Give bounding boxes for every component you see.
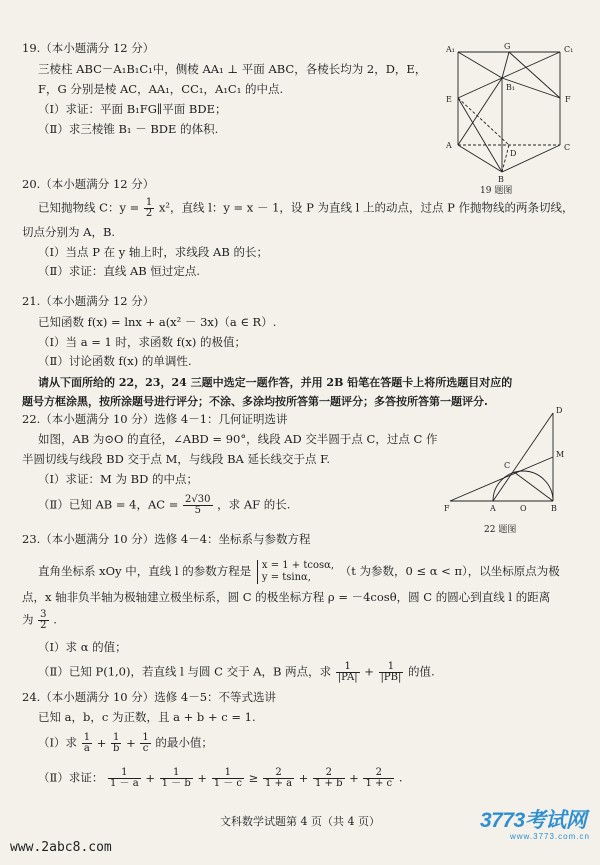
q24-part1-fraction-2 [111, 733, 121, 754]
q23-line-4: （Ⅰ）求 α 的值； [38, 640, 127, 654]
q19-figure-caption: 19 题图 [480, 186, 513, 196]
q22-line-1: 如图，AB 为⊙O 的直径，∠ABD = 90°，线段 AD 交半圆于点 C，过点 C 作 [38, 432, 438, 446]
q24-part2-denominator: 1 － c [213, 778, 243, 789]
q24-part2-fraction-4 [263, 768, 294, 789]
q23-parametric-system [257, 560, 334, 584]
q24-inequality [107, 767, 395, 789]
q22-figure-caption: 22 题图 [484, 525, 517, 535]
label-M: M [556, 450, 565, 459]
watermark-left: www.2abc8.com [10, 840, 112, 855]
q24-part2-numerator: 2 [263, 768, 294, 779]
q22-text-b: ，求 AF 的长. [217, 497, 291, 512]
q23-heading: 23.（本小题满分 10 分）选修 4－4：坐标系与参数方程 [22, 532, 311, 546]
q22-heading: 22.（本小题满分 10 分）选修 4－1：几何证明选讲 [22, 412, 288, 426]
q24-part2-operator: + [193, 770, 211, 785]
q22-semicircle-figure [440, 405, 580, 513]
q24-part1-fraction-3 [140, 733, 150, 754]
q23-plus: + [364, 664, 374, 679]
page-footer: 文科数学试题第 4 页（共 4 页） [220, 815, 380, 828]
q24-text-a: （Ⅰ）求 [38, 735, 78, 750]
q23-pb-den: |PB| [380, 672, 402, 683]
q20-line-1 [38, 198, 574, 219]
q20-frac-num: 1 [145, 197, 153, 208]
label-B1: B₁ [506, 83, 516, 92]
q20-frac-den: 2 [145, 208, 153, 219]
q24-line-2 [38, 733, 213, 754]
q24-line-1: 已知 a，b，c 为正数，且 a + b + c = 1. [38, 710, 256, 724]
q24-part1-denominator: b [113, 743, 120, 754]
watermark-url: www.3773.com.cn [510, 832, 590, 841]
label-E: E [446, 95, 452, 104]
q24-part2-denominator: 1 + a [264, 778, 293, 789]
q23-sys-1: x = 1 + tcosα, [261, 560, 335, 571]
q24-text-d: . [398, 770, 403, 785]
q21-line-2: （Ⅰ）当 a = 1 时，求函数 f(x) 的极值； [38, 335, 246, 349]
q23-line-2: 点，x 轴非负半轴为极轴建立极坐标系，圆 C 的极坐标方程 ρ = －4cosθ，圆 C 的圆心到直线 l 的距离 [22, 590, 551, 604]
q21-line-1: 已知函数 f(x) = lnx + a(x² － 3x)（a ∈ R）. [38, 315, 277, 329]
q24-part1-operator: + [93, 735, 111, 750]
q23-frac-den: 2 [40, 620, 47, 631]
q24-text-b: 的最小值； [155, 735, 213, 750]
q24-heading: 24.（本小题满分 10 分）选修 4－5：不等式选讲 [22, 690, 277, 704]
q19-line-3: （Ⅰ）求证：平面 B₁FG∥平面 BDE； [38, 102, 227, 116]
q24-part2-operator: + [295, 770, 312, 785]
q23-fraction-pb [379, 662, 404, 683]
q24-part2-fraction-3 [212, 768, 244, 789]
q24-part1-numerator: 1 [142, 732, 149, 743]
q24-part1-denominator: a [83, 743, 90, 754]
q22-text-a: （Ⅱ）已知 AB = 4，AC = [38, 497, 179, 512]
q22-line-4 [38, 495, 290, 516]
q24-part2-operator: + [141, 770, 159, 785]
watermark-logo: 3773考试网 [480, 809, 587, 832]
q20-line-4: （Ⅱ）求证：直线 AB 恒过定点. [38, 264, 201, 278]
q23-text-b: （t 为参数，0 ≤ α < π），以坐标原点为极 [339, 564, 560, 578]
q23-text-d: . [53, 612, 57, 627]
label-B: B [551, 504, 557, 513]
q24-part2-denominator: 1 + b [315, 778, 343, 789]
q23-text-c: 为 [22, 612, 34, 627]
q22-line-2: 半圆切线与线段 BD 交于点 M，与线段 BA 延长线交于点 F. [22, 452, 330, 466]
q24-part1-denominator: c [142, 743, 149, 754]
q20-line-2: 切点分别为 A，B. [22, 225, 116, 239]
q24-part2-numerator: 2 [313, 768, 345, 779]
q20-text-b: x²，直线 l：y = x － 1，设 P 为直线 l 上的动点，过点 P 作抛物线的两条切线， [158, 200, 574, 215]
q20-text-a: 已知抛物线 C：y = [38, 200, 140, 215]
q22-fraction [183, 495, 212, 516]
label-O: O [520, 504, 527, 513]
q23-text-f: 的值. [408, 664, 435, 679]
q24-part1-numerator: 1 [83, 732, 91, 743]
q24-part2-denominator: 1 － b [161, 778, 191, 789]
q24-part2-operator: + [345, 770, 363, 785]
label-A: A [490, 504, 496, 513]
q24-part2-denominator: 1 + c [365, 778, 393, 789]
label-A1: A₁ [446, 45, 455, 54]
label-B: B [498, 175, 504, 184]
q24-part2-denominator: 1 － a [109, 778, 139, 789]
q24-line-3 [38, 768, 402, 789]
q23-text-e: （Ⅱ）已知 P(1,0)，若直线 l 与圆 C 交于 A，B 两点，求 [38, 664, 332, 679]
q22-frac-num: 2√30 [185, 494, 211, 505]
q24-part1-numerator: 1 [111, 733, 121, 744]
q23-pa-den: |PA| [337, 672, 358, 683]
q21-line-3: （Ⅱ）讨论函数 f(x) 的单调性. [38, 354, 192, 368]
q22-line-3: （Ⅰ）求证：M 为 BD 的中点； [38, 472, 198, 486]
q19-heading: 19.（本小题满分 12 分） [22, 41, 155, 55]
q24-part2-operator: ≥ [245, 770, 262, 785]
q24-part2-fraction-1 [108, 768, 141, 789]
q23-fraction-pa [336, 662, 360, 683]
q24-part2-fraction-2 [160, 768, 193, 789]
q23-line-5 [38, 662, 435, 683]
label-F: F [565, 95, 571, 104]
q24-part2-fraction-5 [313, 768, 345, 789]
q21-heading: 21.（本小题满分 12 分） [22, 294, 155, 308]
q22-frac-den: 5 [194, 505, 201, 516]
q23-sys-2: y = tsinα, [261, 572, 311, 583]
q23-text-a: 直角坐标系 xOy 中，直线 l 的参数方程是 [38, 564, 252, 578]
label-F: F [444, 504, 450, 513]
elective-note-line-1: 请从下面所给的 22，23，24 三题中选定一题作答，并用 2B 铅笔在答题卡上将所选题目对应的 [38, 376, 513, 389]
label-G: G [504, 42, 511, 51]
q23-line-1 [38, 560, 560, 584]
label-C: C [564, 143, 571, 152]
q24-reciprocal-sum [81, 732, 152, 754]
q19-prism-figure [440, 40, 580, 185]
q24-part2-numerator: 1 [212, 768, 244, 779]
q20-heading: 20.（本小题满分 12 分） [22, 177, 155, 191]
q23-fraction [38, 610, 48, 631]
q24-part2-numerator: 2 [363, 768, 394, 779]
q24-text-c: （Ⅱ）求证： [38, 770, 104, 785]
q19-line-2: F，G 分别是棱 AC，AA₁，CC₁，A₁C₁ 的中点. [38, 82, 284, 96]
label-D: D [556, 406, 563, 415]
q24-part1-fraction-1 [82, 733, 92, 754]
label-C: C [504, 461, 511, 470]
label-D: D [510, 149, 517, 158]
q23-pb-num: 1 [379, 662, 404, 673]
q24-part2-numerator: 1 [108, 768, 141, 779]
q19-line-4: （Ⅱ）求三棱锥 B₁ － BDE 的体积. [38, 122, 219, 136]
q24-part1-operator: + [122, 735, 140, 750]
q24-part2-numerator: 1 [160, 768, 193, 779]
q23-frac-num: 3 [40, 609, 47, 620]
q20-line-3: （Ⅰ）当点 P 在 y 轴上时，求线段 AB 的长； [38, 245, 268, 259]
q24-part2-fraction-6 [363, 768, 394, 789]
label-A: A [446, 141, 452, 150]
q23-line-3 [22, 610, 57, 631]
elective-note-line-2: 题号方框涂黑，按所涂题号进行评分；不涂、多涂均按所答第一题评分；多答按所答第一题评分. [22, 395, 488, 408]
label-C1: C₁ [564, 45, 574, 54]
q23-pa-num: 1 [336, 662, 360, 673]
q20-fraction [144, 198, 154, 219]
q19-line-1: 三棱柱 ABC－A₁B₁C₁中，侧棱 AA₁ ⊥ 平面 ABC，各棱长均为 2，D，E， [38, 62, 427, 76]
